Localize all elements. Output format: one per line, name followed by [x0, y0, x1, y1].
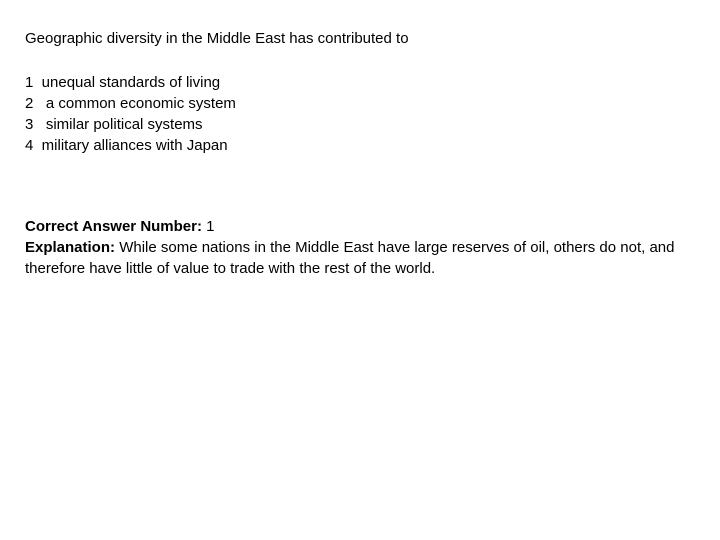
answer-options-list	[25, 72, 236, 156]
correct-answer-label: Correct Answer Number:	[25, 218, 202, 235]
answer-option-4	[25, 135, 236, 156]
answer-option-1	[25, 72, 236, 93]
correct-answer-value: 1	[206, 218, 215, 235]
explanation-text: While some nations in the Middle East have large reserves of oil, others do not, and therefore have little of value to trade with the rest of the world.	[25, 239, 675, 277]
answer-section	[25, 216, 685, 279]
option-text: a common economic system	[33, 95, 236, 112]
option-text: unequal standards of living	[33, 74, 221, 91]
question-text: Geographic diversity in the Middle East has contributed to	[25, 30, 409, 47]
option-number: 1	[25, 74, 34, 91]
explanation-label: Explanation:	[25, 239, 116, 256]
option-number: 2	[25, 95, 34, 112]
option-number: 3	[25, 116, 34, 133]
answer-option-3	[25, 114, 236, 135]
option-text: military alliances with Japan	[33, 137, 228, 154]
explanation-paragraph	[25, 237, 685, 279]
option-number: 4	[25, 137, 34, 154]
answer-option-2	[25, 93, 236, 114]
option-text: similar political systems	[33, 116, 203, 133]
correct-answer-line	[25, 216, 685, 237]
